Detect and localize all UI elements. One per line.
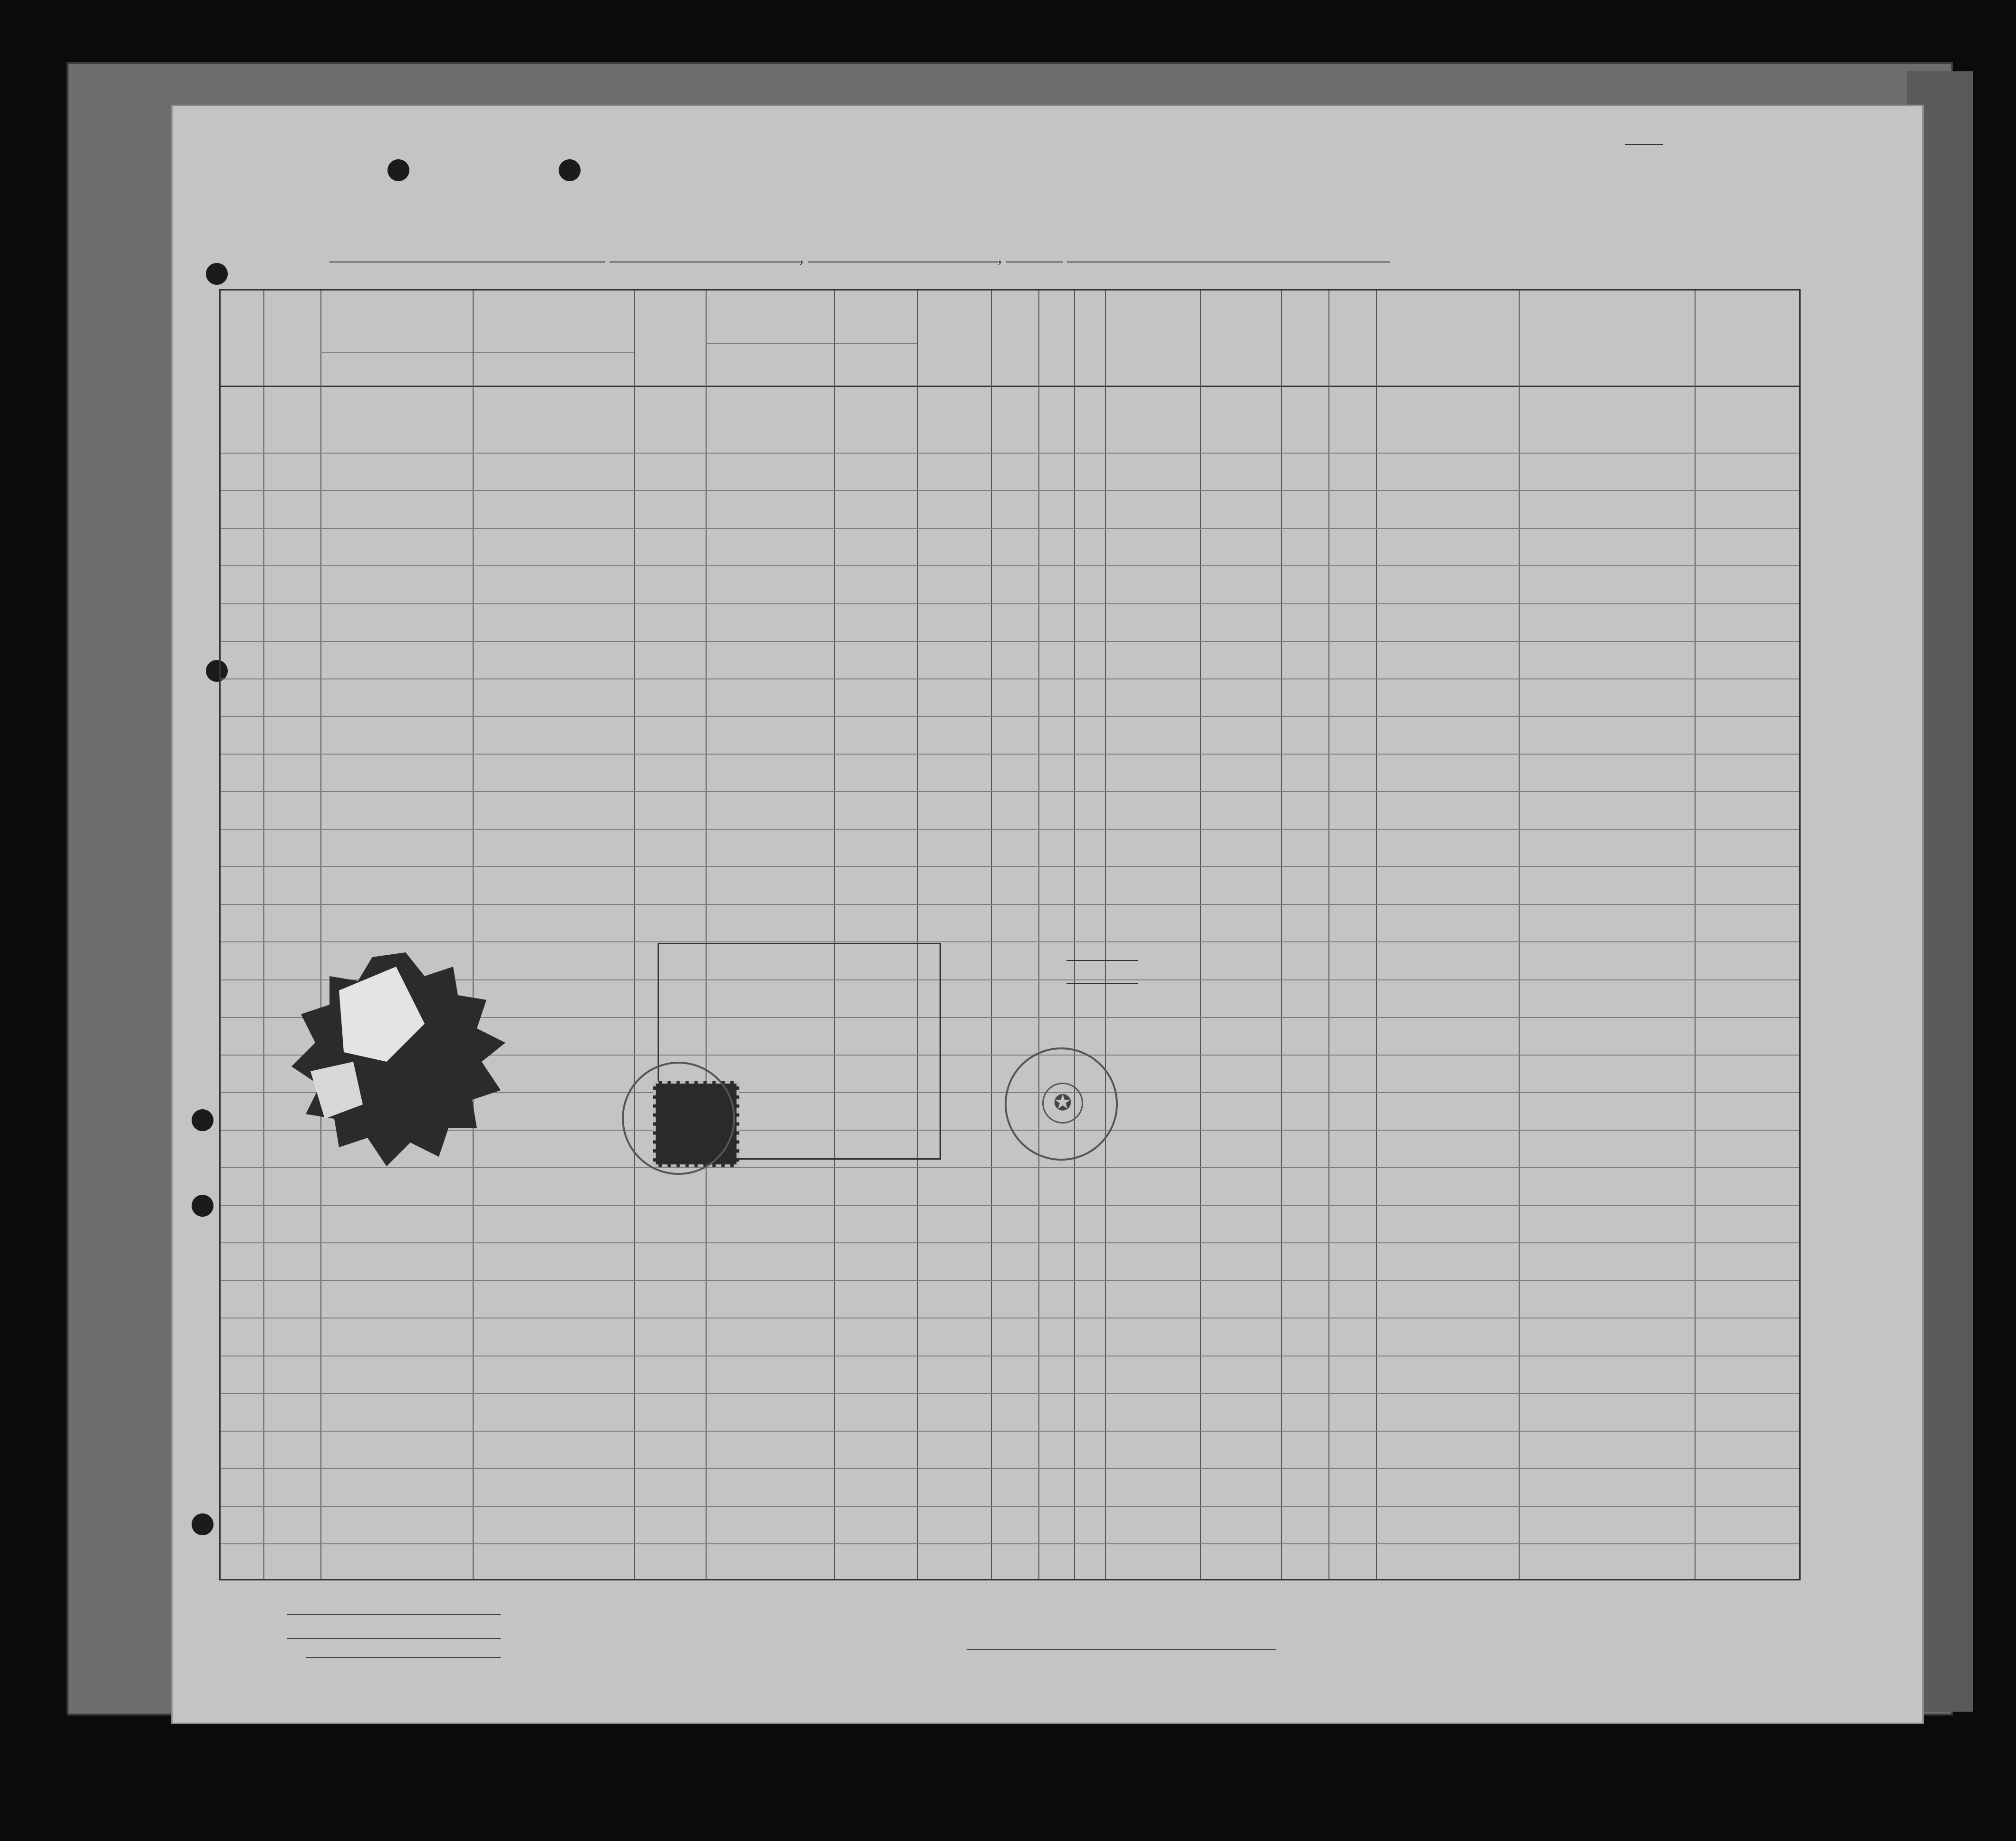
column-divider xyxy=(1328,291,1329,1579)
row-divider xyxy=(221,1205,1799,1206)
column-divider xyxy=(1281,291,1282,1579)
column-divider xyxy=(1376,291,1377,1579)
column-divider xyxy=(917,291,918,1579)
row-divider xyxy=(221,829,1799,830)
punch-hole xyxy=(192,1109,213,1131)
row-divider xyxy=(221,716,1799,717)
shipped-subheader-split xyxy=(834,343,835,386)
row-divider xyxy=(221,1242,1799,1243)
line-underline xyxy=(287,1614,501,1615)
sheets-count xyxy=(1066,960,1138,961)
column-divider xyxy=(1519,291,1520,1579)
sheets-statement-stamp xyxy=(1066,945,1185,977)
row-divider xyxy=(221,641,1799,642)
name-subheader-split xyxy=(473,352,474,386)
row-divider xyxy=(221,1543,1799,1544)
row-divider xyxy=(221,453,1799,454)
inspector-signature-line xyxy=(967,1649,1276,1650)
column-divider xyxy=(634,291,635,1579)
column-divider xyxy=(1695,291,1696,1579)
punch-hole xyxy=(388,159,409,181)
column-divider xyxy=(320,291,321,1579)
column-divider xyxy=(834,291,835,1579)
owners-field xyxy=(239,1623,358,1638)
eagle-emblem-icon: ✪ xyxy=(1042,1083,1083,1124)
name-subheader-divider xyxy=(320,352,634,353)
embossed-seal xyxy=(282,948,529,1171)
row-divider xyxy=(221,678,1799,679)
column-divider xyxy=(991,291,992,1579)
owners-underline xyxy=(287,1638,501,1639)
row-divider xyxy=(221,941,1799,942)
sheet-number xyxy=(1625,134,1663,149)
column-divider xyxy=(1038,291,1039,1579)
row-divider xyxy=(221,1393,1799,1394)
line-field xyxy=(239,1599,287,1614)
shipped-subheader-divider xyxy=(706,343,917,344)
manifest-sheet xyxy=(171,105,1924,1724)
row-divider xyxy=(221,1506,1799,1507)
row-divider xyxy=(221,754,1799,755)
row-divider xyxy=(221,1468,1799,1469)
row-divider xyxy=(221,1431,1799,1432)
punch-hole xyxy=(192,1195,213,1217)
row-divider xyxy=(221,1356,1799,1357)
column-divider xyxy=(706,291,707,1579)
column-divider xyxy=(1074,291,1075,1579)
row-divider xyxy=(221,603,1799,604)
punch-hole xyxy=(206,263,228,285)
row-divider xyxy=(221,791,1799,792)
consular-round-stamp xyxy=(622,1062,735,1175)
punch-hole xyxy=(559,159,581,181)
column-divider xyxy=(473,291,474,1579)
men-count xyxy=(1066,983,1138,984)
row-divider xyxy=(221,866,1799,867)
crew-table xyxy=(219,289,1801,1580)
column-divider xyxy=(1200,291,1201,1579)
embossed-seal-graphic xyxy=(282,948,529,1171)
sheet-number-value xyxy=(1625,144,1663,145)
row-divider xyxy=(221,1280,1799,1281)
consular-seal-stamp xyxy=(1005,1047,1118,1161)
column-divider xyxy=(263,291,264,1579)
row-divider xyxy=(221,528,1799,529)
row-divider xyxy=(221,904,1799,905)
agents-underline xyxy=(306,1657,501,1658)
vessel-line: , , xyxy=(330,249,1851,267)
row-divider xyxy=(221,490,1799,491)
punch-hole xyxy=(192,1513,213,1535)
header-divider xyxy=(221,386,1799,387)
row-divider xyxy=(221,565,1799,566)
column-divider xyxy=(1105,291,1106,1579)
